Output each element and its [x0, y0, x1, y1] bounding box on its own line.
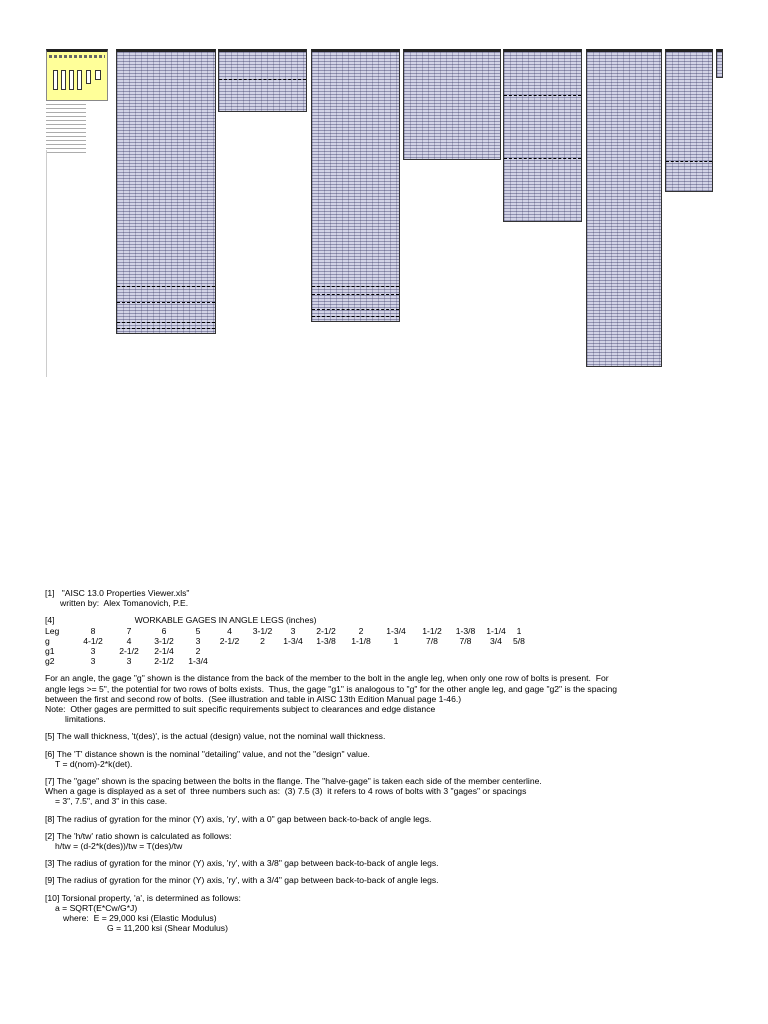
gage-cell: [377, 656, 415, 666]
note-7-line: When a gage is displayed as a set of three numbers such as: (3) 7.5 (3) it refers to 4 rows of bolts with 3 "gages" or spacings: [45, 786, 527, 797]
table-thumbnail-column-3: [311, 49, 400, 322]
gage-cell: 2: [358, 625, 364, 636]
gage-cell: [213, 656, 246, 666]
gage-cell: 7/8: [459, 635, 472, 646]
gage-cell: 1-1/2: [422, 625, 442, 636]
frame-icon: [53, 70, 58, 90]
note-7-line: [7] The "gage" shown is the spacing between the bolts in the flange. The "halve-gage" is taken each side of the member centerline.: [45, 776, 542, 787]
row-break-dash: [312, 309, 399, 310]
gage-cell: [279, 656, 307, 666]
gage-cell: 2-1/4: [154, 646, 174, 657]
note-10-formula: a = SQRT(E*Cw/G*J): [55, 902, 138, 913]
gage-cell: 3-1/2: [154, 635, 174, 646]
gage-table-row: [45, 656, 528, 666]
gage-cell: 4-1/2: [83, 635, 103, 646]
frame-icon: [86, 70, 91, 84]
gage-cell: 1-1/4: [486, 625, 506, 636]
note-3: [3] The radius of gyration for the minor (Y) axis, 'ry', with a 3/8" gap between back-to-back of angle legs.: [45, 858, 439, 869]
note-6: [6] The 'T' distance shown is the nominal "detailing" value, and not the "design" value.: [45, 748, 370, 759]
gage-table-row: [45, 646, 528, 656]
gage-cell: [377, 646, 415, 656]
note-1-author: written by: Alex Tomanovich, P.E.: [60, 598, 189, 609]
footnotes-section: [45, 588, 745, 933]
gage-cell: 1-3/4: [188, 656, 208, 667]
gage-cell: [213, 646, 246, 656]
gage-cell: [449, 646, 482, 656]
gage-cell: 5/8: [513, 635, 525, 646]
gage-cell: 1-3/4: [386, 625, 406, 636]
frame-icon: [69, 70, 74, 90]
row-break-dash: [504, 158, 581, 159]
table-thumbnail-column-2: [218, 49, 307, 112]
row-break-dash: [117, 328, 215, 329]
gage-cell: [246, 646, 279, 656]
gage-cell: 2-1/2: [119, 646, 139, 657]
gage-cell: 6: [161, 625, 167, 636]
gage-table-title: WORKABLE GAGES IN ANGLE LEGS (inches): [134, 615, 317, 626]
table-thumbnail-column-1: [116, 49, 216, 334]
angle-gage-paragraph-line: between the first and second row of bolts. (See illustration and table in AISC 13th Edition Manual page 1-46.): [45, 693, 462, 704]
page-edge-line: [46, 150, 47, 377]
gage-cell: [279, 646, 307, 656]
note-10-shear: G = 11,200 ksi (Shear Modulus): [107, 923, 228, 934]
table-thumbnail-column-6: [586, 49, 662, 367]
gage-cell: 1: [393, 635, 399, 646]
gage-cell: [482, 656, 510, 666]
gage-cell: 3/4: [490, 635, 502, 646]
gage-cell: 3-1/2: [252, 625, 273, 636]
gage-cell: [415, 646, 449, 656]
gage-row-label: g: [45, 635, 50, 646]
table-thumbnail-column-4: [403, 49, 501, 160]
row-break-dash: [312, 294, 399, 295]
note-7-line: = 3", 7.5", and 3" in this case.: [55, 796, 168, 807]
note-4-header: [45, 615, 745, 625]
note-9: [9] The radius of gyration for the minor (Y) axis, 'ry', with a 3/4" gap between back-to-back of angle legs.: [45, 875, 439, 886]
angle-gage-paragraph-line: angle legs >= 5", the potential for two rows of bolts exists. Thus, the gage "g1" is analogous to "g" for the other angle leg, and gage "g2" is the spacing: [45, 683, 618, 694]
gage-cell: [307, 656, 345, 666]
gage-cell: [510, 646, 528, 656]
gage-cell: 1-3/4: [283, 635, 303, 646]
gage-table-row: [45, 636, 528, 646]
panel-header-dots: [49, 55, 105, 58]
gage-cell: 1-3/8: [455, 625, 476, 636]
row-break-dash: [312, 286, 399, 287]
gage-cell: 3: [90, 646, 96, 657]
tiny-text-block: [46, 104, 86, 154]
row-break-dash: [219, 79, 306, 80]
note-2-formula: h/tw = (d-2*k(des))/tw = T(des)/tw: [55, 841, 183, 852]
note-8: [8] The radius of gyration for the minor (Y) axis, 'ry', with a 0" gap between back-to-back of angle legs.: [45, 813, 432, 824]
note-2: [2] The 'h/tw' ratio shown is calculated as follows:: [45, 830, 232, 841]
frame-icon: [61, 70, 66, 90]
spreadsheet-thumbnail-strip: [0, 0, 768, 400]
gage-cell: 8: [90, 625, 96, 636]
gage-cell: 2-1/2: [154, 656, 174, 667]
angle-gage-note: Note: Other gages are permitted to suit specific requirements subject to clearances and edge distance: [45, 704, 436, 715]
gage-cell: 2: [195, 646, 201, 657]
frame-icon: [95, 70, 101, 80]
row-break-dash: [312, 316, 399, 317]
gage-cell: 1: [516, 625, 522, 636]
gage-cell: 2: [260, 635, 265, 646]
yellow-input-panel-thumbnail: [46, 49, 108, 101]
gage-row-label: Leg: [45, 625, 60, 636]
gage-cell: [345, 656, 377, 666]
table-thumbnail-column-5: [503, 49, 582, 222]
gage-cell: 7: [126, 625, 132, 636]
angle-gage-paragraph-line: For an angle, the gage "g" shown is the distance from the back of the member to the bolt in the angle leg, when only one row of bolts is present. For: [45, 673, 609, 684]
gage-cell: 1-3/8: [316, 635, 336, 646]
gage-table-row: [45, 626, 528, 636]
frame-icon: [77, 70, 82, 90]
gage-cell: 2-1/2: [316, 625, 336, 636]
gage-cell: [246, 656, 279, 666]
row-break-dash: [504, 95, 581, 96]
gage-cell: [449, 656, 482, 666]
gage-cell: 3: [126, 656, 132, 667]
note-4-label: [4]: [45, 615, 55, 626]
gage-cell: 4: [227, 625, 232, 636]
gage-cell: 7/8: [426, 635, 438, 646]
gage-cell: 1-1/8: [351, 635, 371, 646]
table-thumbnail-column-7: [665, 49, 713, 192]
gage-cell: 3: [290, 625, 296, 636]
note-10-where: where: E = 29,000 ksi (Elastic Modulus): [63, 913, 217, 924]
gage-cell: 2-1/2: [219, 635, 240, 646]
gage-cell: [345, 646, 377, 656]
gage-cell: 4: [126, 635, 132, 646]
note-10: [10] Torsional property, 'a', is determined as follows:: [45, 892, 241, 903]
gage-cell: [482, 646, 510, 656]
gage-cell: [307, 646, 345, 656]
table-thumbnail-column-8: [716, 49, 723, 78]
row-break-dash: [117, 286, 215, 287]
gage-row-label: g1: [45, 646, 55, 657]
row-break-dash: [666, 161, 712, 162]
note-1-title: [1] "AISC 13.0 Properties Viewer.xls": [45, 588, 190, 598]
gage-cell: 3: [195, 635, 201, 646]
gage-row-label: g2: [45, 656, 55, 667]
note-6-formula: T = d(nom)-2*k(det).: [55, 758, 133, 769]
gage-cell: [415, 656, 449, 666]
gage-table: [45, 626, 528, 667]
gage-cell: 3: [90, 656, 96, 667]
angle-gage-note-continued: limitations.: [65, 714, 106, 725]
row-break-dash: [117, 302, 215, 303]
note-5: [5] The wall thickness, 't(des)', is the actual (design) value, not the nominal wall thickness.: [45, 731, 386, 742]
row-break-dash: [117, 322, 215, 323]
gage-cell: [510, 656, 528, 666]
gage-cell: 5: [195, 625, 201, 636]
